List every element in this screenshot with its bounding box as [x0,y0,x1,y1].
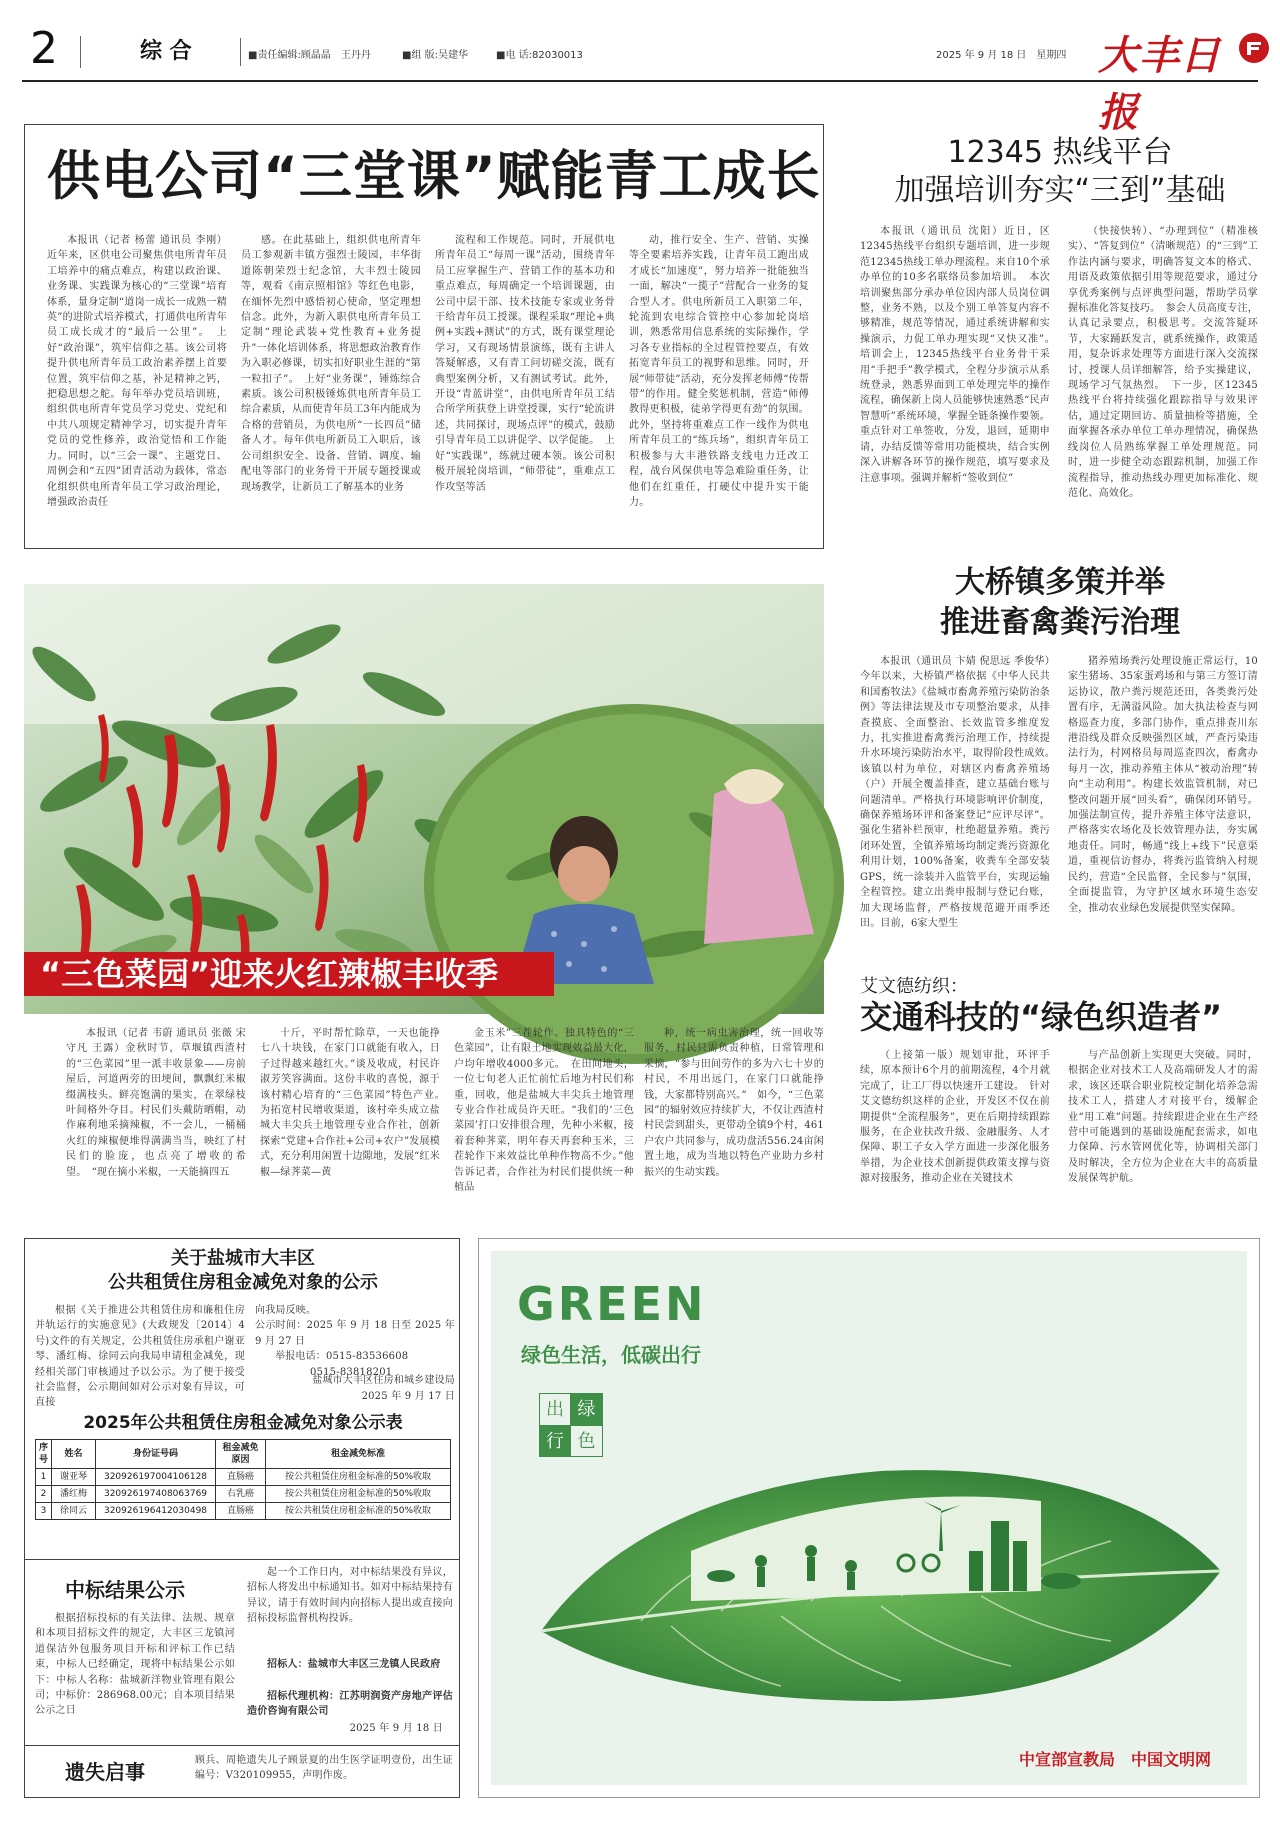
article-kicker: 艾文德纺织： [860,976,968,997]
green-public-service-ad [478,1238,1260,1798]
notice-sign-date: 2025 年 9 月 17 日 [361,1391,455,1402]
article-column: 本报讯（通讯员 沈阳）近日，区12345热线平台组织专题培训，进一步规范12345热线工单办理流程。来自10个承办单位的10多名联络员参加培训。 本次培训聚焦部分承办单位因内部人员岗位调整，业务不熟，以及个别工单答复内容不够精准，规范等情况，通过系统讲解和实操演示，力促工单办理实现“又快又准”。 培训会上，12345热线平台业务骨干采用“手把手”教学模式，全程分步演示从系统登录，熟悉界面到工单处理完毕的操作流程，确保新上岗人员能够快速熟悉“民声智慧听”系统环境，掌握全链条操作要领。重点针对工单签收，分发，退回，延期申请，办结反馈等常用功能模块，结合实例深入讲解各环节的操作规范，填写要求及注意事项。强调并解析“签收到位” [860,226,1061,484]
article-column: 与产品创新上实现更大突破。同时，根据企业对技术工人及高端研发人才的需求，该区还联合职业院校定制化培养急需技术工人，搭建人才对接平台，缓解企业“用工难”问题。持续跟进企业在生产经营中可能遇到的基础设施配套需求，如电力保障、污水管网优化等，协调相关部门及时解决，全方位为企业在大丰的高质量发展保驾护航。 [1068,1050,1258,1185]
ad-footer: 中宣部宣教局 中国文明网 [1018,1750,1211,1769]
page-number: 2 [30,23,58,74]
ad-slogan: 绿色生活，低碳出行 [521,1343,701,1367]
col-header: 姓名 [52,1440,96,1469]
tender-agent: 招标代理机构：江苏明润资产房地产评估造价咨询有限公司 [247,1691,453,1718]
notice-title-2: 公共租赁住房租金减免对象的公示 [108,1272,378,1293]
tenderer: 招标人：盐城市大丰区三龙镇人民政府 [267,1659,441,1670]
notice-divider [25,1559,459,1560]
notice-divider [25,1745,459,1746]
table-header-row [36,1440,451,1469]
chili-harvest-photo [24,584,824,1014]
article-column: 感。在此基础上，组织供电所青年员工参观新丰镇方强烈士陵园，丰华街道陈朝荣烈士纪念馆，大丰烈士陵园等，观看《南京照相馆》等红色电影，在缅怀先烈中感悟初心使命，坚定理想信念。此外，为新入职供电所青年员工定制“理论武装+党性教育+业务提升”一体化培训体系，将思想政治教育作为入职必修课，切实扣好职业生涯的“第一粒扣子”。 上好“业务课”，锤炼综合素质。该公司积极锤炼供电所青年员工综合素质，从而使青年员工3年内能成为合格的营销员，为供电所“一长四员”储备人才。每年供电所新员工入职后，该公司组织安全、设备、营销、调度、输配电等部门的业务骨干开展专题授课或现场教学，让新员工了解基本的业务 [241,235,421,493]
article-column: 猪养殖场粪污处理设施正常运行，10家生猪场、35家蛋鸡场和与第三方签订清运协议，散户粪污规范还田，各类粪污处置有序，无满溢风险。加大执法检查与网格巡查力度，多部门协作，重点排查川东港沿线及群众反映强烈区域，严查污染违法行为，村网格员每周巡查四次，畜禽办每月一次，推动养殖主体从“被动治理”转向“主动利用”。构建长效监管机制，对已整改问题开展“回头看”，确保闭环销号。加强法制宣传，提升养殖主体守法意识，严格落实农场化及长效管理办法，夯实属地责任。同时，畅通“线上+线下”民意渠道，重视信访督办，将粪污监管纳入村规民约，营造“全民监督，全民参与”氛围，全面提监管，为守护区域水环境生态安全，推动农业绿色发展提供坚实保障。 [1068,656,1258,914]
seal-char: 绿 [571,1394,602,1426]
section-name: 综 合 [140,39,192,64]
table-cell: 谢亚琴 [52,1469,96,1486]
table-row [36,1486,451,1503]
table-title: 2025年公共租赁住房租金减免对象公示表 [83,1413,403,1433]
table-cell: 320926197408063769 [96,1486,216,1503]
col-header: 租金减免原因 [216,1440,266,1469]
article-column: 动，推行安全、生产、营销、实操等全要素培养实践，让青年员工跑出成才成长“加速度”，努力培养一批能独当一面，解决“一揽子”营配合一业务的复合型人才。供电所新员工入职第二年，轮流到农电综合管控中心参加轮岗培训，熟悉常用信息系统的实际操作，学习各专业指标的全过程管控要点，有效拓宽青年员工的视野和思维。同时，开展“师带徒”活动，充分发挥老师傅“传帮带”的作用。健全奖惩机制，营造“师傅教得更积极，徒弟学得更有劲”的氛围。此外，坚持将重难点工作一线作为供电所青年员工的“练兵场”，组织青年员工积极参与大丰港铁路支线电力迁改工程，战台风保供电等急难险重任务，让他们在红重任，打硬仗中提升实干能力。 [629,235,809,508]
masthead-divider [80,36,81,68]
article-column: 金玉米”三茬轮作。独具特色的“三色菜园”，让有限土地实现效益最大化，户均年增收4000多元。 在田间地头，一位七旬老人正忙前忙后地为村民们称重，回收，他是盐城大丰尖兵土地管理专业合作社成员许天旺。“我们的‘三色菜园’打口安排很合理，先种小米椒，接着套种荠菜，明年春天再套种玉米，三茬轮作下来效益比单种作物高不少。”他告诉记者，合作社为村民们提供统一种植品 [454,1028,634,1194]
article-column: 本报讯（记者 杨蕾 通讯员 李刚）近年来，区供电公司聚焦供电所青年员工培养中的痛点难点，构建以政治课、业务课、实践课为核心的“三堂课”培育体系，量身定制“道岗一成长一成熟一精英”的进阶式培养模式，打通供电所青年员工成长成才的“最后一公里”。 上好“政治课”，筑牢信仰之基。该公司将提升供电所青年员工政治素养摆上首要位置，筑牢信仰之基，补足精神之钙，把稳思想之舵。每年举办党员培训班，组织供电所青年党员学习党史、党纪和中共八项规定精神学习，切实提升青年党员的党性修养，政治觉悟和工作能力。同时，以“三会一课”、主题党日、周例会和“五四”团青活动为载体，常态化组织供电所青年员工学习政治理论，增强政治责任 [47,235,227,508]
col-header: 租金减免标准 [266,1440,451,1469]
notice-title: 关于盐城市大丰区 [171,1248,315,1269]
col-header: 序号 [36,1440,52,1469]
seal-char: 行 [540,1426,571,1457]
article-livestock-waste [860,564,1260,944]
article-headline: 12345 热线平台 [947,135,1173,170]
notice-title: 遗失启事 [65,1760,145,1784]
seal-char: 出 [540,1394,571,1426]
layout-credit: ■组 版:吴建华 [402,50,468,61]
article-column: 本报讯（通讯员 卞婧 倪思远 季俊华）今年以来，大桥镇严格依据《中华人民共和国畜牧法》《盐城市畜禽养殖污染防治条例》等法律法规及市专项整治要求，从排查摸底、全面整治、长效监管多维度发力，扎实推进畜禽粪污治理工作，持续提升水环境污染防治水平，取得阶段性成效。 该镇以村为单位，对辖区内畜禽养殖场（户）开展全覆盖排查，建立基础台账与问题清单。严格执行环境影响评价制度，确保养殖场环评和备案登记“应评尽评”。强化生猪补栏预审，杜绝超量养殖。粪污闭环处置，全镇养殖场均制定粪污资源化利用计划，100%备案，收粪车全部安装GPS，统一涂装并入监管平台，实现运输全程管控。建立出粪申报制与登记台账，加大现场监督，严格按规范避开雨季还田。目前，6家大型生 [860,656,1061,929]
table-cell: 3 [36,1503,52,1520]
table-cell: 直肠癌 [216,1503,266,1520]
table-cell: 潘红梅 [52,1486,96,1503]
notice-body: 根据招标投标的有关法律、法规、规章和本项目招标文件的规定，大丰区三龙镇河道保洁外包服务项目开标和评标工作已结束，中标人已经确定，现将中标结果公示如下：中标人名称：盐城新洋物业管理有限公司；中标价：286968.00元；自本项目结果公示之日 [35,1613,235,1717]
article-textile [860,972,1260,1224]
ad-title: GREEN [517,1277,707,1331]
ad-background [491,1251,1247,1785]
leaf-illustration [521,1401,1241,1741]
table-cell: 右乳癌 [216,1486,266,1503]
article-column: 种，统一病虫害治理，统一回收等服务，村民只需负责种植，日常管理和采摘，“参与田间劳作的多为六七十岁的村民，不用出远门，在家门口就能挣钱，大家都特别高兴。” 如今，“三色菜园”的辐射效应持续扩大，不仅让西渣村村民尝到甜头，更带动全镇9个村，461户农户共同参与，成功盘活556.24亩闲置土地，成为当地以特色产业助力乡村振兴的生动实践。 [644,1028,824,1178]
paper-logo-icon [1238,32,1270,64]
article-column: （上接第一版）规划审批，环评手续，原本预计6个月的前期流程，4个月就完成了，让工厂得以快速开工建设。 针对艾文德纺织这样的企业，开发区不仅在前期提供“全流程服务”，更在后期持续跟踪服务，在企业扶改升级、金融服务、人才保障、职工子女入学方面进一步深化服务举措，为企业技术创新提供政策支撑与资源对接服务，推动企业在关键技术 [860,1050,1050,1185]
table-cell: 按公共租赁住房租金标准的50%收取 [266,1486,451,1503]
table-cell: 按公共租赁住房租金标准的50%收取 [266,1469,451,1486]
article-headline: 交通科技的“绿色织造者” [860,998,1223,1036]
table-cell: 按公共租赁住房租金标准的50%收取 [266,1503,451,1520]
article-headline: 大桥镇多策并举 [955,565,1165,600]
table-cell: 2 [36,1486,52,1503]
notice-title: 中标结果公示 [65,1578,185,1602]
issue-date: 2025 年 9 月 18 日 星期四 [936,50,1067,61]
rent-reduction-table [35,1439,451,1520]
notices-frame [24,1238,460,1798]
table-cell: 1 [36,1469,52,1486]
article-power-company [24,124,824,549]
masthead [22,22,1258,136]
article-column: 本报讯（记者 韦蔚 通讯员 张薇 宋守凡 王露）金秋时节，草堰镇西渣村的“三色菜园”里一派丰收景象——房前屋后，河道两旁的田埂间，飘飘红米椒缀满枝头。鲜亮饱满的果实，在翠绿枝叶间格外夺目。村民们头戴防晒帽，动作麻利地采摘辣椒，不一会儿，一桶桶火红的辣椒便堆得满满当当，映红了村民们的脸庞，也点亮了增收的希望。 “现在摘小米椒，一天能摘四五 [66,1028,246,1178]
chili-garden-illustration [24,584,824,1014]
article-headline: 供电公司“三堂课”赋能青工成长 [47,146,821,207]
paper-name-logo: 大丰日报 [1098,32,1221,136]
seal-char: 色 [577,1431,596,1452]
notice-body: 根据《关于推进公共租赁住房和廉租住房并轨运行的实施意见》(大政规发〔2014〕4号)文件的有关规定，公共租赁住房承租户谢亚琴、潘红梅、徐同云向我局申请租金减免，现经相关部门审核通过予以公示。为了便于接受社会监督，公示期间如对公示对象有异议，可直接 [35,1305,245,1409]
table-cell: 320926197004106128 [96,1469,216,1486]
notice-date: 2025 年 9 月 18 日 [349,1723,443,1734]
notice-body-right: 向我局反映。 公示时间：2025 年 9 月 18 日至 2025 年 9 月 27 日 举报电话：0515-83536608 0515-83818201 [255,1305,455,1378]
notice-body: 顾兵、周艳遗失儿子顾景夏的出生医学证明壹份，出生证编号：V320109955，声明作废。 [195,1755,453,1782]
article-12345-hotline [860,124,1260,549]
phone-credit: ■电 话:82030013 [496,50,583,61]
article-chili-harvest [24,1024,824,1224]
article-headline-sub: 加强培训夯实“三到”基础 [894,173,1226,208]
editor-credit: ■责任编辑:顾晶晶 王丹丹 [248,50,371,61]
table-cell: 320926196412030498 [96,1503,216,1520]
masthead-divider-2 [240,38,241,66]
article-headline-sub: 推进畜禽粪污治理 [940,605,1180,640]
col-header: 身份证号码 [96,1440,216,1469]
table-cell: 徐同云 [52,1503,96,1520]
table-row [36,1469,451,1486]
article-column: 十斤，平时帮忙除草，一天也能挣七八十块钱，在家门口就能有收入，日子过得越来越红火。”谈及收成，村民许淑芳笑容满面。这份丰收的喜悦，源于该村精心培育的“三色菜园”特色产业。 为拓宽村民增收渠道，该村牵头成立盐城大丰尖兵土地管理专业合作社，创新探索“党建+合作社+公司+农户”发展模式，充分利用闲置十边隙地，发展“红米椒—绿荠菜—黄 [260,1028,451,1178]
notice-signer: 盐城市大丰区住房和城乡建设局 [312,1375,455,1386]
table-row [36,1503,451,1520]
article-column: 流程和工作规范。同时，开展供电所青年员工“每周一课”活动，围绕青年员工应掌握生产、营销工作的基本功和重点难点，每周确定一个培训课题，由公司中层干部、技术技能专家或业务骨干给青年员工授课。课程采取“理论+典例+实践+测试”的方式，既有课堂理论学习，又有现场情景演练，既有主讲人答疑解惑，又有青工问切磋交流，既有典型案例分析，又有测试考试。此外，开设“青蓝讲堂”，由供电所青年员工结合所学所获登上讲堂授课，实行“轮流讲述，共同探讨，现场点评”的模式，鼓励引导青年员工以讲促学、以学促能。 上好“实践课”，练就过硬本领。该公司积极开展轮岗培训，“师带徒”，重难点工作攻坚等活 [435,235,615,493]
notice-body-right: 起一个工作日内，对中标结果没有异议，招标人将发出中标通知书。如对中标结果持有异议，请于有效时间内向招标人提出或直接向招标投标监督机构投诉。 [247,1567,453,1625]
table-cell: 直肠癌 [216,1469,266,1486]
photo-caption: “三色菜园”迎来火红辣椒丰收季 [40,955,499,993]
article-column: （快接快转）、“办理到位”（精准核实）、“答复到位”（清晰规范）的“三到”工作法内涵与要求，明确答复文本的格式、用语及政策依据引用等规范要求，通过分享优秀案例与点评典型问题，帮助学员掌握标准化答复技巧。 参会人员高度专注，认真记录要点，积极思考。交流答疑环节，大家踊跃发言，就系统操作，政策适用，复杂诉求处理等方面进行深入交流探讨，授课人员详细解答，给予实操建议，现场学习气氛热烈。 下一步，区12345热线平台将持续强化跟踪指导与效果评估，通过定期回访、质量抽检等措施，全面掌握各承办单位工单办理情况，确保热线岗位人员熟练掌握工单处理规范。同时，进一步健全动态跟踪机制，加强工作流程指导，推动热线办理更加标准化、规范化、高效化。 [1068,226,1258,499]
